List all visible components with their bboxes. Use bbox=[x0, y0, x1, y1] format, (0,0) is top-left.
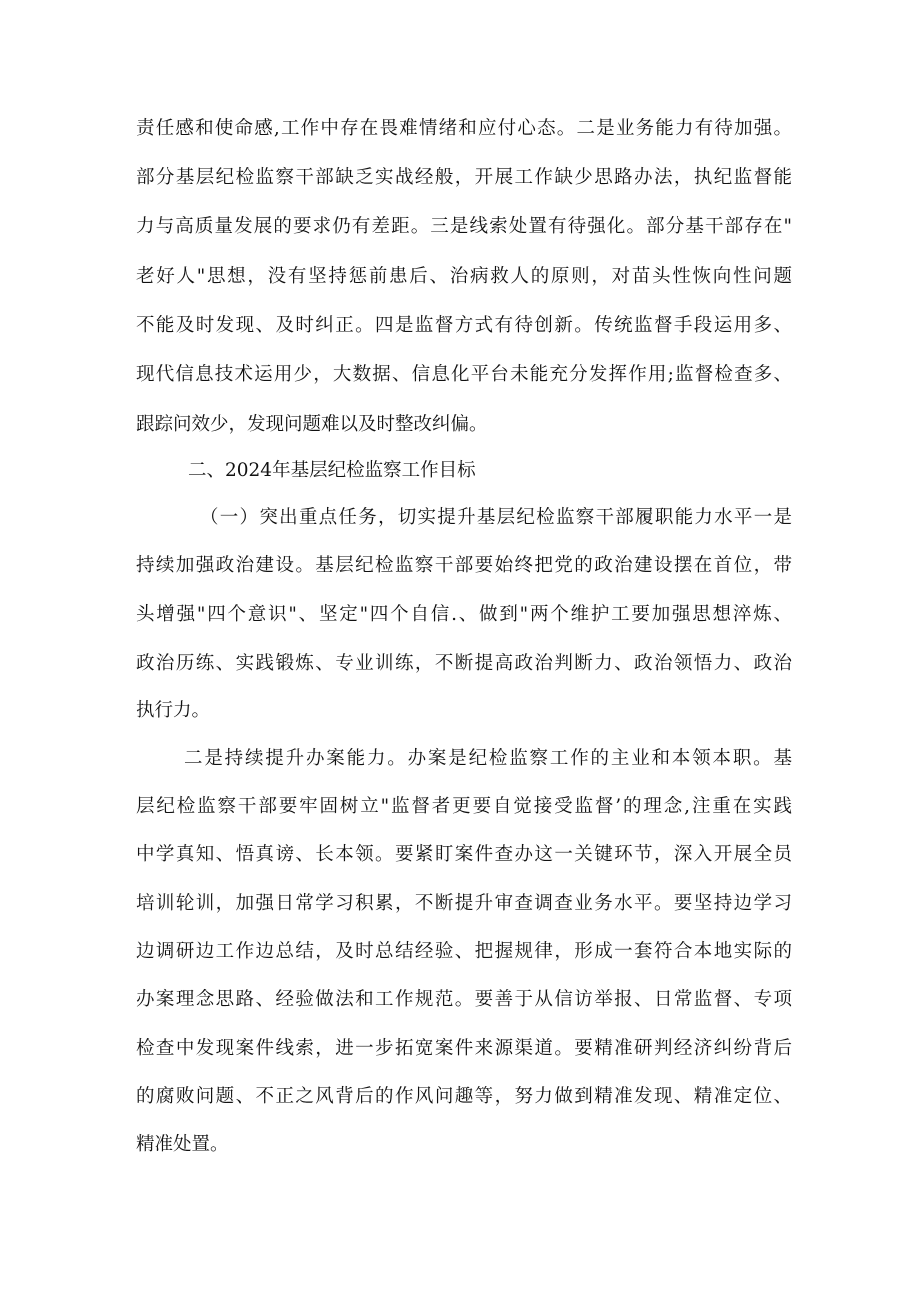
paragraph-3-line-5: 边调研边工作边总结，及时总结经验、把握规律，形成一套符合本地实际的 bbox=[136, 941, 792, 962]
section-heading: 二、2024年基层纪检监察工作目标 bbox=[188, 460, 476, 481]
paragraph-3-line-7: 检查中发现案件线索，进一步拓宽案件来源渠道。要精准研判经济纠纷背后 bbox=[136, 1038, 792, 1059]
paragraph-1-line-6: 现代信息技术运用少，大数据、信息化平台未能充分发挥作用;监督检查多、 bbox=[136, 364, 792, 385]
paragraph-3-line-8: 的腐败问题、不正之风背后的作风问趣等，努力做到精准发现、精准定位、 bbox=[136, 1086, 792, 1107]
paragraph-3-line-6: 办案理念思路、经验做法和工作规范。要善于从信访举报、日常监督、专项 bbox=[136, 989, 792, 1010]
paragraph-1-line-1: 责任感和使命感,工作中存在畏难情绪和应付心态。二是业务能力有待加强。 bbox=[136, 118, 792, 139]
paragraph-1-line-7: 跟踪问效少，发现问题难以及时整改纠偏。 bbox=[136, 414, 488, 435]
paragraph-2-line-5: 执行力。 bbox=[136, 700, 211, 721]
paragraph-1-line-2: 部分基层纪检监察干部缺乏实战经般，开展工作缺少思路办法，执纪监督能 bbox=[136, 167, 792, 188]
paragraph-3-line-3: 中学真知、悟真谤、长本领。要紧盯案件查办这一关键环节，深入开展全员 bbox=[136, 844, 792, 865]
paragraph-3-line-2: 层纪检监察干部要牢固树立"监督者更要自觉接受监督’的理念,注重在实践 bbox=[136, 796, 792, 817]
paragraph-2-line-3: 头增强"四个意识"、坚定"四个自信.、做到"两个维护工要加强思想淬炼、 bbox=[136, 604, 792, 625]
paragraph-3-line-9: 精准处置。 bbox=[136, 1134, 229, 1155]
paragraph-2-line-4: 政治历练、实践锻炼、专业训练，不断提高政治判断力、政治领悟力、政治 bbox=[136, 653, 792, 674]
paragraph-1-line-3: 力与高质量发展的要求仍有差距。三是线索处置有待强化。部分基干部存在" bbox=[136, 216, 792, 237]
paragraph-3-line-4: 培训轮训，加强日常学习积累，不断提升审查调查业务水平。要坚持边学习 bbox=[136, 893, 792, 914]
paragraph-1-line-5: 不能及时发现、及时纠正。四是监督方式有待创新。传统监督手段运用多、 bbox=[136, 315, 792, 336]
paragraph-1-line-4: 老好人"思想，没有坚持惩前患后、治病救人的原则，对苗头性恢向性问题 bbox=[136, 266, 792, 287]
paragraph-3-line-1: 二是持续提升办案能力。办案是纪检监察工作的主业和本领本职。基 bbox=[184, 748, 792, 769]
paragraph-2-line-2: 持续加强政治建设。基层纪检监察干部要始终把党的政治建设摆在首位，带 bbox=[136, 555, 792, 576]
paragraph-2-line-1: （一）突出重点任务，切实提升基层纪检监察干部履职能力水平一是 bbox=[200, 507, 792, 528]
